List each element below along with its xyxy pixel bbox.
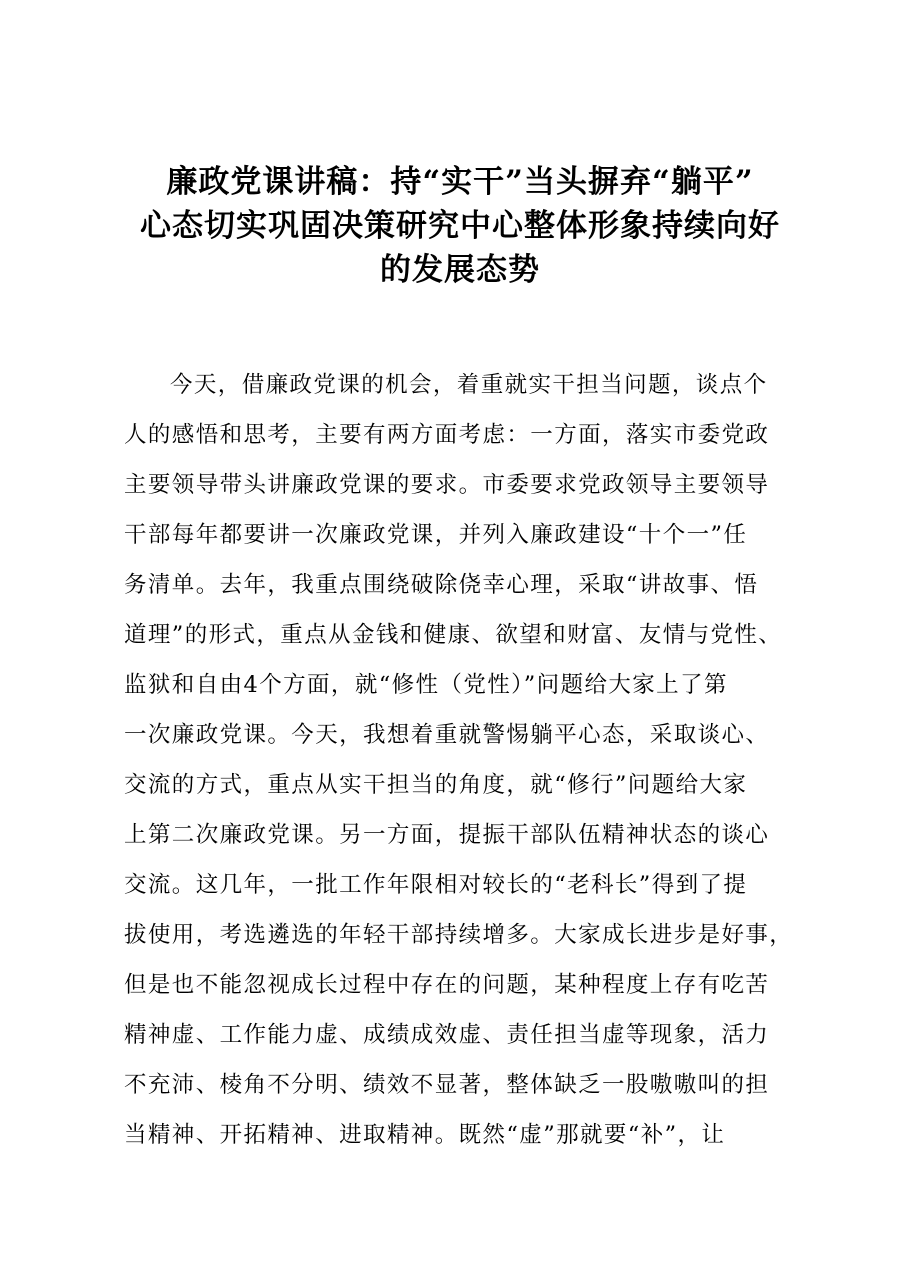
body-line: 干部每年都要讲一次廉政党课，并列入廉政建设“十个一”任 [124,522,748,548]
title-line-1: 廉政党课讲稿：持“实干”当头摒弃“躺平” [166,164,754,200]
body-line: 一次廉政党课。今天，我想着重就警惕躺平心态，采取谈心、 [124,722,770,748]
title-line-2: 心态切实巩固决策研究中心整体形象持续向好 [140,208,780,244]
body-line: 拔使用，考选遴选的年轻干部持续增多。大家成长进步是好事， [124,922,794,948]
body-line: 人的感悟和思考，主要有两方面考虑：一方面，落实市委党政 [124,422,770,448]
body-line: 主要领导带头讲廉政党课的要求。市委要求党政领导主要领导 [124,472,770,498]
body-line: 今天，借廉政党课的机会，着重就实干担当问题，谈点个 [170,372,768,398]
body-line: 务清单。去年，我重点围绕破除侥幸心理，采取“讲故事、悟 [124,572,759,598]
body-line: 不充沛、棱角不分明、绩效不显著，整体缺乏一股嗷嗷叫的担 [124,1072,770,1098]
body-line: 上第二次廉政党课。另一方面，提振干部队伍精神状态的谈心 [124,822,770,848]
body-line: 交流。这几年，一批工作年限相对较长的“老科长”得到了提 [124,872,748,898]
body-line: 当精神、开拓精神、进取精神。既然“虚”那就要“补”，让 [124,1122,726,1148]
body-paragraph [124,360,814,1160]
body-line: 道理”的形式，重点从金钱和健康、欲望和财富、友情与党性、 [124,622,783,648]
title-line-3: 的发展态势 [380,252,540,288]
document-title [100,160,820,292]
body-line: 交流的方式，重点从实干担当的角度，就“修行”问题给大家 [124,772,748,798]
body-line: 但是也不能忽视成长过程中存在的问题，某种程度上存有吃苦 [124,972,770,998]
body-line: 精神虚、工作能力虚、成绩成效虚、责任担当虚等现象，活力 [124,1022,770,1048]
body-line: 监狱和自由4个方面，就“修性（党性）”问题给大家上了第 [124,672,728,698]
